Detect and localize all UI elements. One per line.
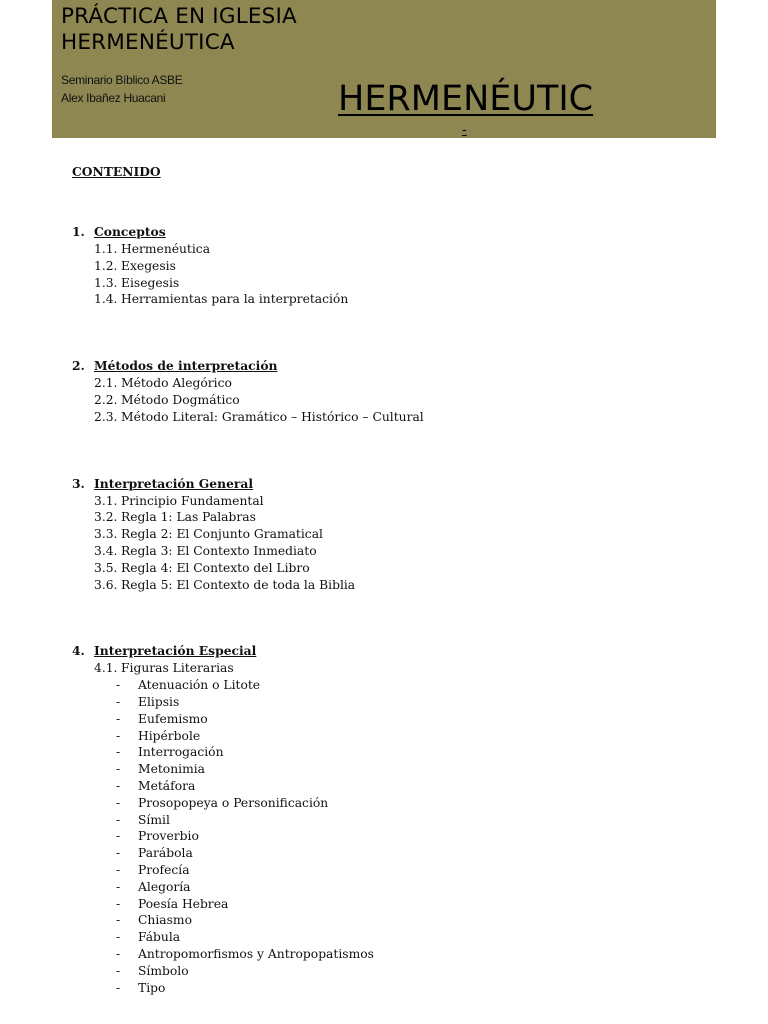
list-item [72, 493, 712, 510]
item-number: 3.3. [94, 527, 118, 542]
bullet-text: Símil [138, 812, 170, 827]
bullet-text: Poesía Hebrea [138, 896, 229, 911]
bullet-dash: - [116, 913, 121, 928]
item-number: 2.3. [94, 409, 118, 424]
list-item [72, 258, 712, 275]
bullet-text: Metáfora [138, 778, 196, 793]
list-item [72, 577, 712, 594]
list-item [72, 560, 712, 577]
bullet-text: Eufemismo [138, 711, 208, 726]
bullet-dash: - [116, 946, 121, 961]
item-number: 3.6. [94, 577, 118, 592]
bullet-text: Fábula [138, 930, 181, 945]
list-item [72, 291, 712, 308]
item-number: 2.1. [94, 376, 118, 391]
item-number: 3.2. [94, 510, 118, 525]
bullet-item [72, 862, 712, 879]
section-title: Métodos de interpretación [94, 358, 278, 374]
item-text: Eisegesis [121, 275, 180, 290]
bullet-item [72, 828, 712, 845]
title-line-2: HERMENÉUTICA [61, 30, 235, 55]
item-text: Hermenéutica [121, 242, 211, 256]
bullet-text: Profecía [138, 862, 190, 877]
document-header [52, 0, 716, 138]
section-interpretacion-general [72, 476, 712, 594]
bullet-dash: - [116, 846, 121, 861]
list-item [72, 509, 712, 526]
section-title: Interpretación General [94, 475, 254, 491]
bullet-text: Elipsis [138, 694, 180, 709]
bullet-item [72, 728, 712, 745]
item-number: 3.1. [94, 493, 118, 508]
subtitle-line-1: Seminario Bíblico ASBE [61, 73, 183, 87]
item-text: Exegesis [121, 258, 176, 273]
bullet-item [72, 963, 712, 980]
bullet-dash: - [116, 812, 121, 827]
bullet-item [72, 879, 712, 896]
item-text: Regla 3: El Contexto Inmediato [121, 543, 317, 558]
bullet-item [72, 761, 712, 778]
section-heading [72, 358, 712, 375]
bullet-item [72, 912, 712, 929]
bullet-dash: - [116, 711, 121, 726]
bullet-dash: - [116, 930, 121, 945]
item-text: Regla 2: El Conjunto Gramatical [121, 527, 323, 542]
bullet-item [72, 845, 712, 862]
bullet-dash: - [116, 678, 121, 693]
bullet-dash: - [116, 980, 121, 995]
bullet-dash: - [116, 745, 121, 760]
item-number: 3.4. [94, 543, 118, 558]
section-heading [72, 643, 712, 660]
section-title: Conceptos [94, 224, 166, 239]
section-heading [72, 476, 712, 493]
bullet-dash: - [116, 795, 121, 810]
list-item [72, 409, 712, 426]
bullet-item [72, 896, 712, 913]
bullet-item [72, 694, 712, 711]
item-text: Regla 5: El Contexto de toda la Biblia [121, 577, 356, 592]
bullet-item [72, 744, 712, 761]
section-number: 4. [72, 643, 85, 659]
section-conceptos [72, 224, 712, 308]
item-number: 4.1. [94, 661, 118, 676]
bullet-text: Interrogación [138, 745, 224, 760]
bullet-dash: - [116, 896, 121, 911]
item-text: Método Dogmático [121, 392, 240, 407]
list-item [72, 660, 712, 677]
item-text: Método Literal: Gramático – Histórico – Cultural [121, 409, 424, 424]
item-number: 1.3. [94, 275, 118, 290]
bullet-text: Chiasmo [138, 913, 192, 928]
section-heading [72, 224, 712, 241]
big-title: HERMENÉUTIC [338, 79, 594, 119]
list-item [72, 241, 712, 258]
list-item [72, 275, 712, 292]
section-metodos [72, 358, 712, 425]
item-number: 3.5. [94, 560, 118, 575]
section-title: Interpretación Especial [94, 643, 257, 659]
bullet-text: Atenuación o Litote [138, 678, 261, 693]
document-subtitle [61, 71, 182, 107]
bullet-item [72, 980, 712, 997]
list-item [72, 543, 712, 560]
bullet-text: Metonimia [138, 762, 205, 777]
section-number: 2. [72, 358, 85, 374]
item-text: Figuras Literarias [121, 661, 234, 676]
item-number: 2.2. [94, 392, 118, 407]
bullet-dash: - [116, 963, 121, 978]
section-interpretacion-especial [72, 643, 712, 996]
bullet-item [72, 946, 712, 963]
item-number: 1.2. [94, 258, 118, 273]
list-item [72, 392, 712, 409]
bullet-text: Alegoría [138, 879, 191, 894]
table-of-contents [72, 164, 712, 996]
bullet-text: Proverbio [138, 829, 199, 844]
bullet-item [72, 711, 712, 728]
bullet-dash: - [116, 778, 121, 793]
bullet-item [72, 929, 712, 946]
item-text: Regla 4: El Contexto del Libro [121, 560, 310, 575]
item-text: Regla 1: Las Palabras [121, 510, 256, 525]
item-number: 1.1. [94, 242, 118, 256]
bullet-item [72, 795, 712, 812]
bullet-dash: - [116, 728, 121, 743]
bullet-item [72, 778, 712, 795]
section-number: 3. [72, 475, 85, 491]
item-text: Método Alegórico [121, 376, 232, 391]
title-line-1: PRÁCTICA EN IGLESIA [61, 4, 297, 29]
header-dash: - [462, 123, 467, 138]
item-text: Principio Fundamental [121, 493, 264, 508]
item-text: Herramientas para la interpretación [121, 292, 349, 307]
bullet-dash: - [116, 829, 121, 844]
bullet-dash: - [116, 879, 121, 894]
bullet-dash: - [116, 862, 121, 877]
bullet-text: Símbolo [138, 963, 189, 978]
bullet-item [72, 812, 712, 829]
subtitle-line-2: Alex Ibañez Huacani [61, 91, 166, 105]
bullet-item [72, 677, 712, 694]
bullet-dash: - [116, 694, 121, 709]
section-number: 1. [72, 224, 85, 239]
item-number: 1.4. [94, 292, 118, 307]
bullet-text: Hipérbole [138, 728, 201, 743]
list-item [72, 526, 712, 543]
bullet-text: Antropomorfismos y Antropopatismos [138, 946, 374, 961]
document-title [61, 4, 297, 56]
list-item [72, 375, 712, 392]
bullet-dash: - [116, 762, 121, 777]
contenido-heading: CONTENIDO [72, 164, 161, 179]
bullet-text: Tipo [138, 980, 166, 995]
bullet-text: Prosopopeya o Personificación [138, 795, 329, 810]
bullet-text: Parábola [138, 846, 193, 861]
